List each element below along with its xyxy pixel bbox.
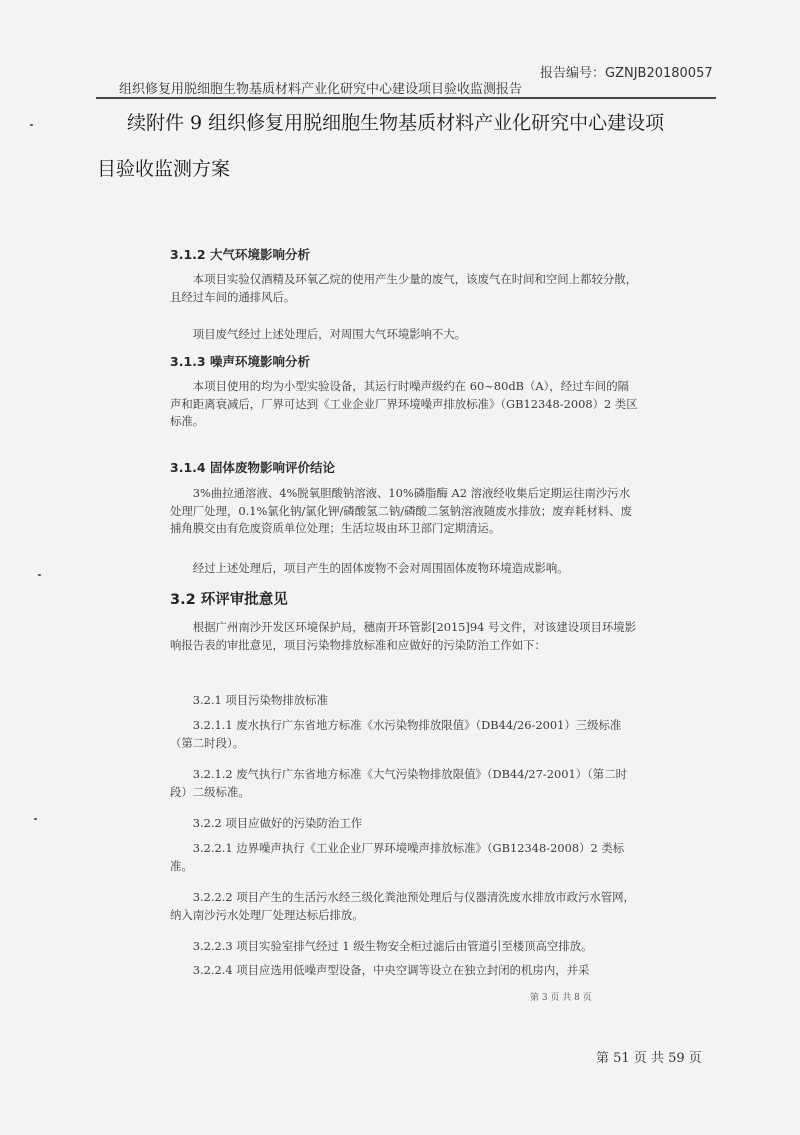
scan-speck	[30, 124, 33, 126]
item-3-2-2-1: 3.2.2.1 边界噪声执行《工业企业厂界环境噪声排放标准》（GB12348-2008）2 类标准。	[170, 841, 625, 873]
item-3-2-2-2: 3.2.2.2 项目产生的生活污水经三级化粪池预处理后与仪器清洗废水排放市政污水管网，纳入南沙污水处理厂处理达标后排放。	[170, 890, 635, 922]
section-3-2-paragraph-1: 根据广州南沙开发区环境保护局，穗南开环管影[2015]94 号文件，对该建设项目环境影响报告表的审批意见，项目污染物排放标准和应做好的污染防治工作如下：	[170, 620, 637, 652]
section-heading-3-1-2: 3.1.2 大气环境影响分析	[170, 247, 310, 262]
report-number: 报告编号：GZNJB20180057	[540, 66, 713, 81]
section-3-1-4-paragraph-2: 经过上述处理后，项目产生的固体废物不会对周围固体废物环境造成影响。	[192, 561, 569, 575]
item-3-2-1-2: 3.2.1.2 废气执行广东省地方标准《大气污染物排放限值》（DB44/27-2001）（第二时段）二级标准。	[170, 767, 627, 799]
main-title-line-2: 目验收监测方案	[97, 158, 231, 180]
item-3-2-2-3: 3.2.2.3 项目实验室排气经过 1 级生物安全柜过滤后由管道引至楼顶高空排放。	[192, 939, 593, 953]
item-3-2-1-1: 3.2.1.1 废水执行广东省地方标准《水污染物排放限值》（DB44/26-2001）三级标准（第二时段）。	[170, 718, 622, 750]
section-3-1-3-paragraph-1: 本项目使用的均为小型实验设备，其运行时噪声级约在 60~80dB（A），经过车间的隔声和距离衰减后，厂界可达到《工业企业厂界环境噪声排放标准》（GB12348-2008）2 类区标准。	[170, 379, 638, 429]
header-divider	[96, 97, 716, 99]
item-3-2-1: 3.2.1 项目污染物排放标准	[192, 693, 328, 707]
section-3-1-4-paragraph-1: 3%曲拉通溶液、4%脱氧胆酸钠溶液、10%磷脂酶 A2 溶液经收集后定期运往南沙污水处理厂处理，0.1%氯化钠/氯化钾/磷酸氢二钠/磷酸二氢钠溶液随废水排放；废弃耗材料、废捕角膜交由有危废资质单位处理；生活垃圾由环卫部门定期清运。	[170, 486, 632, 536]
section-heading-3-1-4: 3.1.4 固体废物影响评价结论	[170, 460, 335, 475]
item-3-2-2: 3.2.2 项目应做好的污染防治工作	[192, 816, 363, 830]
section-3-1-2-paragraph-2: 项目废气经过上述处理后，对周围大气环境影响不大。	[192, 327, 467, 341]
page-number: 第 51 页 共 59 页	[596, 1051, 702, 1066]
inner-page-number: 第 3 页 共 8 页	[530, 993, 592, 1003]
section-heading-3-2: 3.2 环评审批意见	[170, 592, 288, 608]
section-3-1-2-paragraph-1: 本项目实验仅酒精及环氧乙烷的使用产生少量的废气，该废气在时间和空间上都较分散，且经过车间的通排风后。	[170, 272, 638, 304]
header-document-title: 组织修复用脱细胞生物基质材料产业化研究中心建设项目验收监测报告	[119, 82, 523, 97]
section-heading-3-1-3: 3.1.3 噪声环境影响分析	[170, 354, 310, 369]
main-title-line-1: 续附件 9 组织修复用脱细胞生物基质材料产业化研究中心建设项	[127, 112, 665, 134]
item-3-2-2-4: 3.2.2.4 项目应选用低噪声型设备，中央空调等设立在独立封闭的机房内，并采	[192, 963, 590, 977]
scan-speck	[34, 818, 37, 820]
scan-speck	[38, 574, 41, 576]
